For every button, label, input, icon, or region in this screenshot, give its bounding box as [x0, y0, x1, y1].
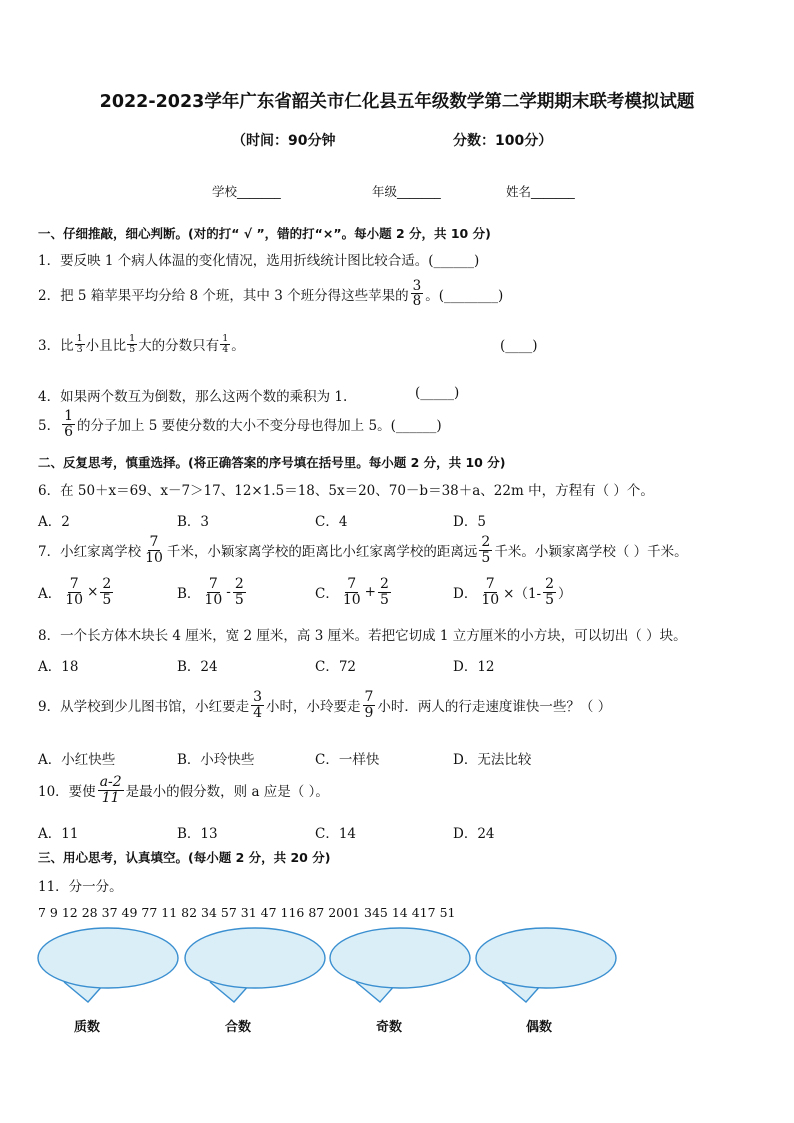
q9-option-a[interactable]: A．小红快些 — [38, 752, 116, 768]
q3-answer-blank[interactable]: (____) — [500, 338, 538, 354]
q8-option-c[interactable]: C．72 — [315, 659, 357, 675]
q10-option-a[interactable]: A．11 — [38, 826, 79, 842]
question-4: 4．如果两个数互为倒数，那么这两个数的乘积为 1. — [38, 389, 348, 405]
q7-fraction-2: $\frac{2}{5}$ — [481, 534, 491, 566]
q2-fraction: $\frac{3}{8}$ — [412, 278, 422, 310]
grade-field: 年级_______ — [372, 184, 441, 199]
section-1-heading: 一、仔细推敲，细心判断。(对的打“ √ ”，错的打“×”。每小题 2 分，共 10 分) — [38, 226, 491, 241]
q7-option-c[interactable]: C． $\frac{7}{10}$ + $\frac{2}{5}$ — [315, 576, 389, 608]
bubble-even[interactable] — [476, 928, 616, 1002]
q7-option-a[interactable]: A． $\frac{7}{10}$ × $\frac{2}{5}$ — [38, 576, 112, 608]
label-even: 偶数 — [526, 1020, 553, 1035]
bubble-odd[interactable] — [330, 928, 470, 1002]
question-2 — [38, 279, 503, 308]
q8-option-b[interactable]: B．24 — [177, 659, 218, 675]
q7-option-d[interactable]: D． $\frac{7}{10}$ ×（1- $\frac{2}{5}$ ） — [453, 576, 572, 608]
page-title: 2022-2023学年广东省韶关市仁化县五年级数学第二学期期末联考模拟试题 — [99, 92, 695, 112]
section-3-heading: 三、用心思考，认真填空。(每小题 2 分，共 20 分) — [38, 850, 331, 865]
q9-option-c[interactable]: C．一样快 — [315, 752, 380, 768]
question-8: 8．一个长方体木块长 4 厘米，宽 2 厘米，高 3 厘米。若把它切成 1 立方厘米的小方块，可以切出（ ）块。 — [38, 628, 687, 644]
question-5: 5． $\frac{1}{6}$ 的分子加上 5 要使分数的大小不变分母也得加上 5。(______) — [38, 408, 442, 440]
exam-score: 分数：100分） — [453, 133, 553, 149]
q3-fraction-3: $\frac{1}{4}$ — [222, 333, 229, 355]
q5-fraction: $\frac{1}{6}$ — [64, 408, 74, 440]
bubble-prime[interactable] — [38, 928, 178, 1002]
q10-option-d[interactable]: D．24 — [453, 826, 495, 842]
q10-option-b[interactable]: B．13 — [177, 826, 218, 842]
question-1: 1．要反映 1 个病人体温的变化情况，选用折线统计图比较合适。(______) — [38, 253, 480, 269]
exam-time: （时间：90分钟 — [232, 133, 336, 149]
q3-fraction-1: $\frac{1}{3}$ — [76, 333, 83, 355]
speech-bubbles — [0, 920, 794, 1020]
name-field: 姓名_______ — [506, 184, 575, 199]
bubble-composite[interactable] — [185, 928, 325, 1002]
label-composite: 合数 — [225, 1020, 252, 1035]
q7-option-b[interactable]: B． $\frac{7}{10}$ - $\frac{2}{5}$ — [177, 576, 244, 608]
section-2-heading: 二、反复思考，慎重选择。(将正确答案的序号填在括号里。每小题 2 分，共 10 分) — [38, 455, 506, 470]
q9-option-b[interactable]: B．小玲快些 — [177, 752, 255, 768]
q6-option-a[interactable]: A．2 — [38, 514, 70, 530]
question-6: 6．在 50＋x＝69、x－7＞17、12×1.5＝18、5x＝20、70－b＝38＋a、22m 中，方程有（ ）个。 — [38, 483, 654, 499]
question-11: 11．分一分。 — [38, 879, 123, 895]
q9-fraction-2: $\frac{7}{9}$ — [364, 689, 374, 721]
q9-fraction-1: $\frac{3}{4}$ — [253, 689, 263, 721]
q10-option-c[interactable]: C．14 — [315, 826, 357, 842]
q6-option-d[interactable]: D．5 — [453, 514, 486, 530]
number-list: 7 9 12 28 37 49 77 11 82 34 57 31 47 116 87 2001 345 14 417 51 — [38, 905, 456, 920]
question-7: 7．小红家离学校 $\frac{7}{10}$ 千米，小颖家离学校的距离比小红家离学校的距离远 $\frac{2}{5}$ 千米。小颖家离学校（ ）千米。 — [38, 534, 688, 566]
q4-answer-blank[interactable]: (_____) — [415, 385, 460, 401]
q2-text-a: 2．把 5 箱苹果平均分给 8 个班，其中 3 个班分得这些苹果的 — [38, 287, 409, 304]
q3-fraction-2: $\frac{1}{5}$ — [129, 333, 136, 355]
q10-fraction: $\frac{a-2}{11}$ — [99, 774, 122, 806]
q7-fraction-1: $\frac{7}{10}$ — [145, 534, 163, 566]
label-prime: 质数 — [74, 1020, 101, 1035]
question-10: 10．要使 $\frac{a-2}{11}$ 是最小的假分数，则 a 应是（ ）。 — [38, 774, 329, 806]
q2-text-b: 。(________) — [425, 287, 504, 304]
label-odd: 奇数 — [376, 1020, 403, 1035]
q9-option-d[interactable]: D．无法比较 — [453, 752, 532, 768]
q8-option-a[interactable]: A．18 — [38, 659, 79, 675]
school-field: 学校_______ — [212, 184, 281, 199]
q6-option-b[interactable]: B．3 — [177, 514, 210, 530]
question-9: 9．从学校到少儿图书馆，小红要走 $\frac{3}{4}$ 小时，小玲要走 $\frac{7}{9}$ 小时．两人的行走速度谁快一些？（ ） — [38, 689, 612, 721]
question-3: 3．比 $\frac{1}{3}$ 小且比 $\frac{1}{5}$ 大的分数只有 $\frac{1}{4}$ 。 — [38, 333, 245, 355]
q6-option-c[interactable]: C．4 — [315, 514, 348, 530]
q8-option-d[interactable]: D．12 — [453, 659, 495, 675]
